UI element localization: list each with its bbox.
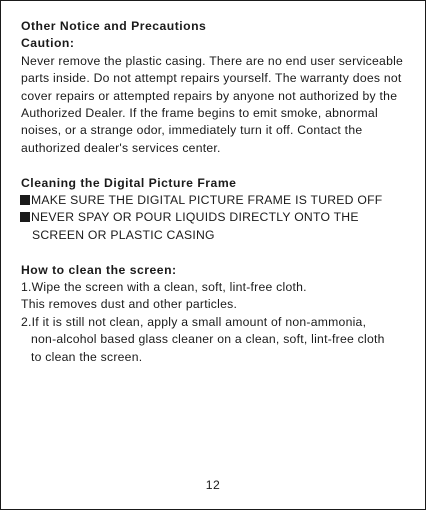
- step-line-continuation: to clean the screen.: [31, 349, 143, 364]
- caution-line: noises, or a strange odor, immediately turn it off. Contact the: [21, 123, 363, 138]
- caution-line: Authorized Dealer. If the frame begins to emit smoke, abnormal: [21, 106, 378, 121]
- bullet-text: MAKE SURE THE DIGITAL PICTURE FRAME IS TURED OFF: [31, 193, 383, 208]
- caution-line: authorized dealer's services center.: [21, 140, 221, 155]
- page-content: [21, 18, 417, 366]
- caution-label: Caution:: [21, 36, 75, 51]
- bullet-text: NEVER SPAY OR POUR LIQUIDS DIRECTLY ONTO THE: [31, 210, 359, 225]
- step-line: 2.If it is still not clean, apply a small amount of non-ammonia,: [21, 314, 367, 329]
- caution-line: cover repairs or attempted repairs by anyone not authorized by the: [21, 88, 398, 103]
- page-number: 12: [205, 478, 221, 492]
- step-line: This removes dust and other particles.: [21, 297, 238, 312]
- bullet-text-continuation: SCREEN OR PLASTIC CASING: [32, 227, 215, 242]
- caution-line: parts inside. Do not attempt repairs yourself. The warranty does not: [21, 71, 402, 86]
- section-heading-clean-screen: How to clean the screen:: [21, 262, 177, 277]
- section-heading-precautions: Other Notice and Precautions: [21, 19, 207, 33]
- caution-line: Never remove the plastic casing. There are no end user serviceable: [21, 53, 404, 68]
- section-spacer: [21, 244, 417, 261]
- section-spacer: [21, 157, 417, 174]
- square-bullet-icon: [20, 212, 30, 222]
- bullet-item: [20, 209, 417, 226]
- section-heading-cleaning: Cleaning the Digital Picture Frame: [21, 175, 237, 190]
- step-line: 1.Wipe the screen with a clean, soft, lint-free cloth.: [21, 280, 307, 295]
- step-line-continuation: non-alcohol based glass cleaner on a clean, soft, lint-free cloth: [31, 332, 385, 347]
- square-bullet-icon: [20, 195, 30, 205]
- bullet-item: [20, 192, 417, 209]
